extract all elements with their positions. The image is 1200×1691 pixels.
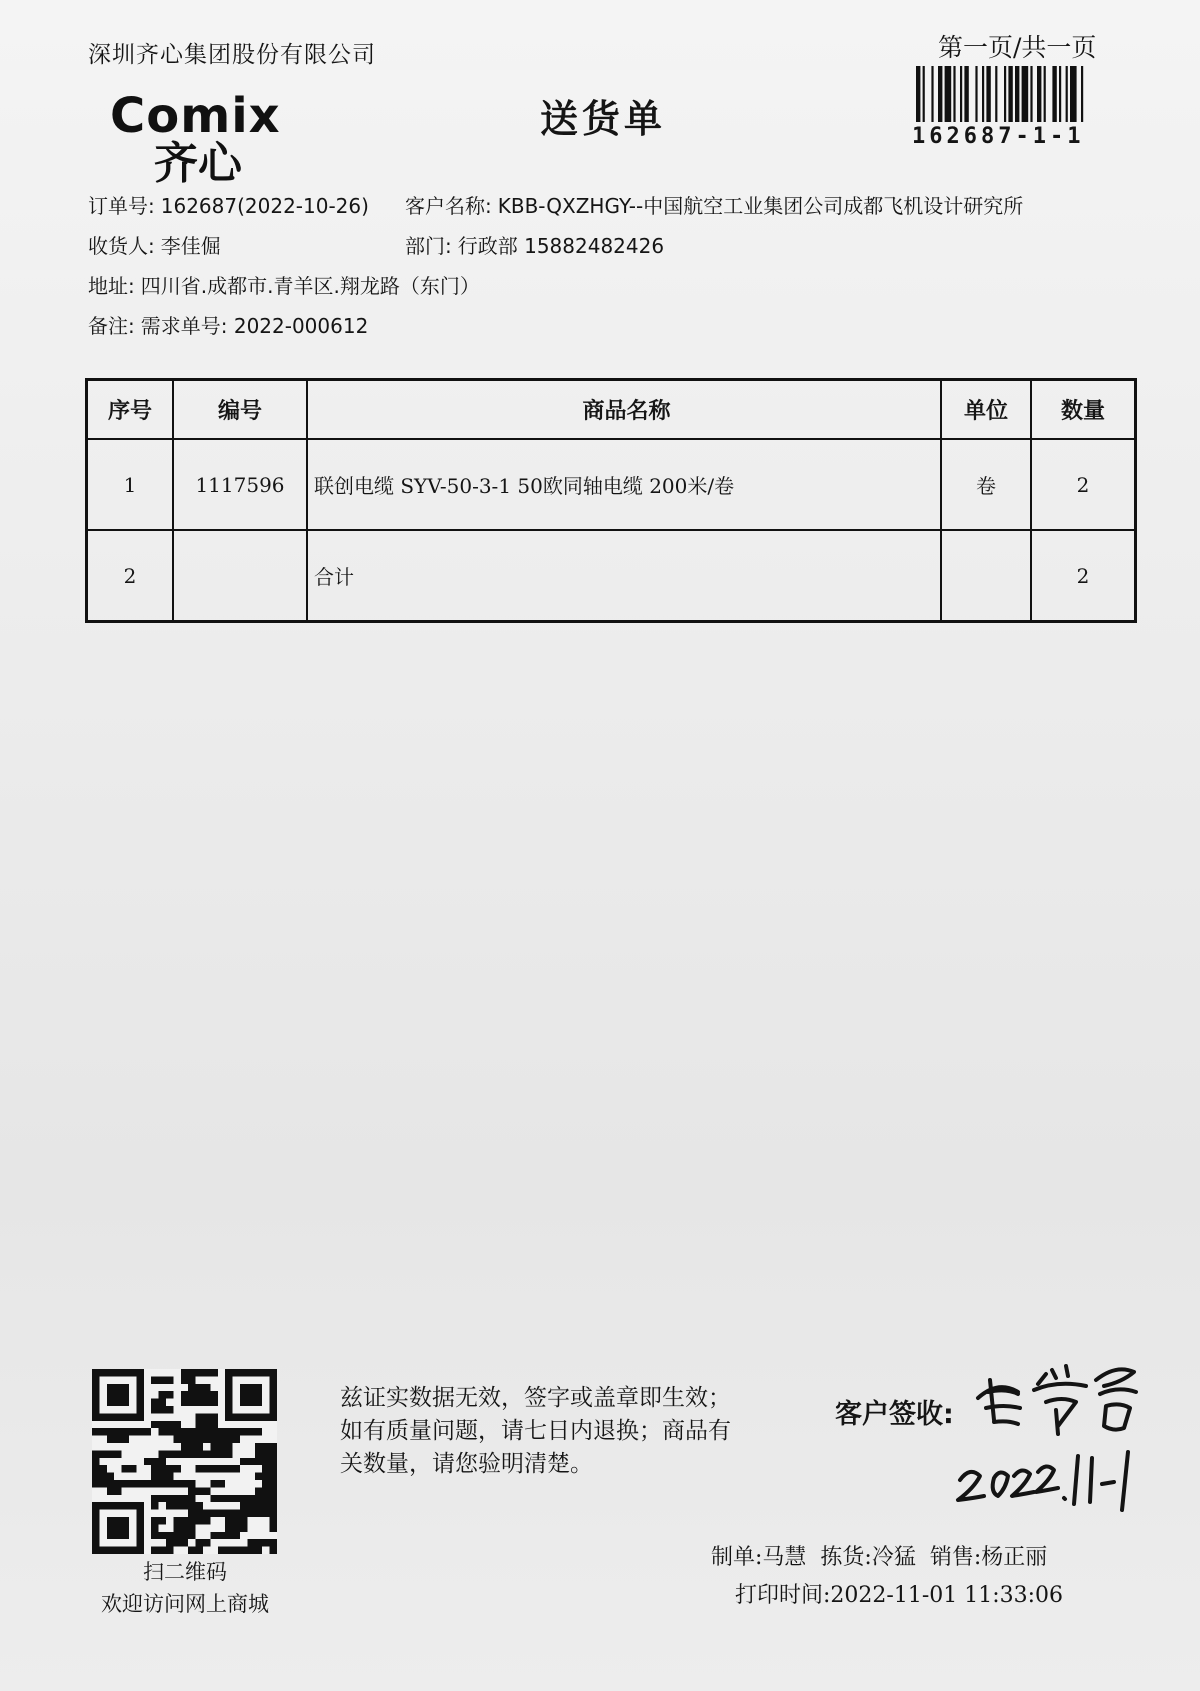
order-number: 162687(2022-10-26) — [160, 194, 369, 218]
notice-text: 兹证实数据无效，签字或盖章即生效；如有质量问题，请七日内退换；商品有关数量，请您验明清楚。 — [340, 1385, 731, 1477]
table-header-row — [87, 380, 1136, 440]
remark-value: 需求单号: 2022-000612 — [140, 314, 369, 338]
qr-caption — [80, 1556, 290, 1620]
remark-label: 备注: — [88, 314, 135, 338]
col-header-seq: 序号 — [87, 380, 174, 440]
order-number-label: 订单号: — [88, 194, 155, 218]
cell-unit — [941, 530, 1031, 622]
cell-product: 联创电缆 SYV-50-3-1 50欧同轴电缆 200米/卷 — [307, 439, 941, 530]
salesperson: 销售:杨正丽 — [929, 1545, 1048, 1570]
cell-product: 合计 — [307, 530, 941, 622]
maker: 制单:马慧 — [711, 1545, 807, 1570]
receiver-name: 李佳倔 — [160, 234, 221, 258]
cell-seq: 1 — [87, 439, 174, 530]
page-indicator: 第一页/共一页 — [938, 33, 1097, 62]
svg-text:Comix: Comix — [110, 92, 281, 144]
document-title: 送货单 — [540, 96, 667, 141]
picker: 拣货:冷猛 — [820, 1545, 916, 1570]
department-value: 行政部 15882482426 — [457, 234, 665, 258]
qr-code[interactable] — [92, 1369, 277, 1554]
qr-caption-mall: 欢迎访问网上商城 — [101, 1592, 269, 1616]
customer-line — [405, 190, 1023, 219]
barcode — [916, 66, 1130, 122]
address-value: 四川省.成都市.青羊区.翔龙路（东门） — [140, 274, 480, 298]
address-label: 地址: — [88, 274, 135, 298]
cell-unit: 卷 — [941, 439, 1031, 530]
qr-caption-scan: 扫二维码 — [143, 1560, 227, 1584]
cell-code: 1117596 — [173, 439, 307, 530]
cell-code — [173, 530, 307, 622]
cell-seq: 2 — [87, 530, 174, 622]
department-label: 部门: — [405, 234, 452, 258]
col-header-product: 商品名称 — [307, 380, 941, 440]
handwritten-signature — [960, 1350, 1160, 1440]
col-header-code: 编号 — [173, 380, 307, 440]
col-header-unit: 单位 — [941, 380, 1031, 440]
items-table — [85, 378, 1137, 623]
remark-line — [88, 310, 368, 339]
cell-qty: 2 — [1031, 439, 1136, 530]
svg-text:齐心: 齐心 — [154, 138, 242, 184]
receiver-label: 收货人: — [88, 234, 155, 258]
barcode-number: 162687-1-1 — [912, 124, 1085, 149]
staff-line — [711, 1540, 1061, 1571]
company-name: 深圳齐心集团股份有限公司 — [88, 42, 376, 68]
table-row — [87, 439, 1136, 530]
department-line — [405, 230, 664, 259]
handwritten-date — [950, 1442, 1150, 1517]
comix-logo — [108, 92, 348, 184]
address-line — [88, 270, 480, 299]
receiver-line — [88, 230, 221, 259]
col-header-qty: 数量 — [1031, 380, 1136, 440]
cell-qty: 2 — [1031, 530, 1136, 622]
customer-label: 客户名称: — [405, 194, 492, 218]
order-number-line — [88, 190, 369, 219]
customer-name: KBB-QXZHGY--中国航空工业集团公司成都飞机设计研究所 — [497, 194, 1024, 218]
table-row-total — [87, 530, 1136, 622]
print-time: 打印时间:2022-11-01 11:33:06 — [735, 1583, 1064, 1608]
customer-sign-label: 客户签收: — [835, 1399, 954, 1430]
